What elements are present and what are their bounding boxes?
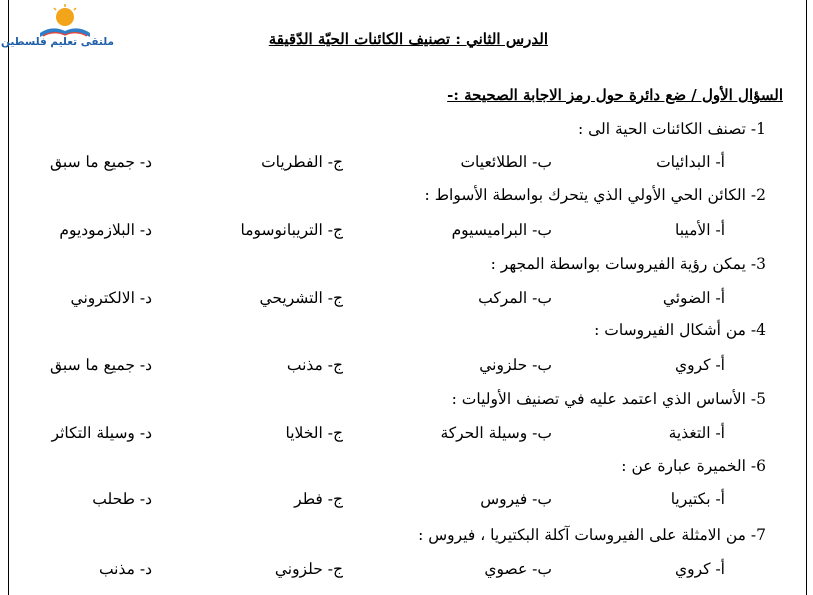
option-a: أ- بكتيريا (670, 490, 725, 508)
question-2: 2- الكائن الحي الأولي الذي يتحرك بواسطة الأسواط : (424, 186, 766, 204)
option-c: ج- الخلايا (285, 424, 343, 442)
page-border-right (806, 0, 807, 595)
logo-text: ملتقى تعليم فلسطين (0, 36, 114, 48)
option-b: ب- البراميسيوم (451, 221, 552, 239)
option-c: ج- التريبانوسوما (240, 221, 343, 239)
option-c: ج- مذنب (286, 356, 343, 374)
option-c: ج- الفطريات (261, 153, 343, 171)
section-instruction: السؤال الأول / ضع دائرة حول رمز الاجابة الصحيحة :- (447, 86, 783, 104)
option-b: ب- وسيلة الحركة (440, 424, 552, 442)
option-d: د- طحلب (92, 490, 152, 508)
question-7: 7- من الامثلة على الفيروسات آكلة البكتيريا ، فيروس : (418, 526, 766, 544)
page-border-left (8, 0, 9, 595)
option-a: أ- البدائيات (656, 153, 725, 171)
option-a: أ- كروي (674, 356, 725, 374)
page-title: الدرس الثاني : تصنيف الكائنات الحيّة الدّقيقة (268, 30, 548, 48)
option-b: ب- المركب (478, 289, 552, 307)
option-a: أ- الأميبا (675, 221, 725, 239)
option-d: د- البلازموديوم (59, 221, 152, 239)
question-4: 4- من أشكال الفيروسات : (594, 321, 766, 339)
option-d: د- الالكتروني (70, 289, 152, 307)
option-d: د- مذنب (98, 560, 152, 578)
option-b: ب- الطلائعيات (460, 153, 552, 171)
question-6: 6- الخميرة عبارة عن : (621, 457, 766, 475)
option-d: د- وسيلة التكاثر (51, 424, 152, 442)
option-c: ج- فطر (294, 490, 343, 508)
option-a: أ- الضوئي (662, 289, 725, 307)
option-d: د- جميع ما سبق (49, 153, 152, 171)
option-a: أ- التغذية (668, 424, 725, 442)
book-logo-icon (0, 3, 120, 63)
question-1: 1- تصنف الكائنات الحية الى : (577, 120, 766, 138)
question-3: 3- يمكن رؤية الفيروسات بواسطة المجهر : (490, 255, 766, 273)
option-b: ب- فيروس (480, 490, 552, 508)
option-c: ج- التشريحي (259, 289, 343, 307)
option-d: د- جميع ما سبق (49, 356, 152, 374)
question-5: 5- الأساس الذي اعتمد عليه في تصنيف الأوليات : (451, 390, 766, 408)
option-b: ب- حلزوني (479, 356, 552, 374)
option-a: أ- كروي (674, 560, 725, 578)
option-b: ب- عصوي (484, 560, 552, 578)
option-c: ج- حلزوني (274, 560, 343, 578)
